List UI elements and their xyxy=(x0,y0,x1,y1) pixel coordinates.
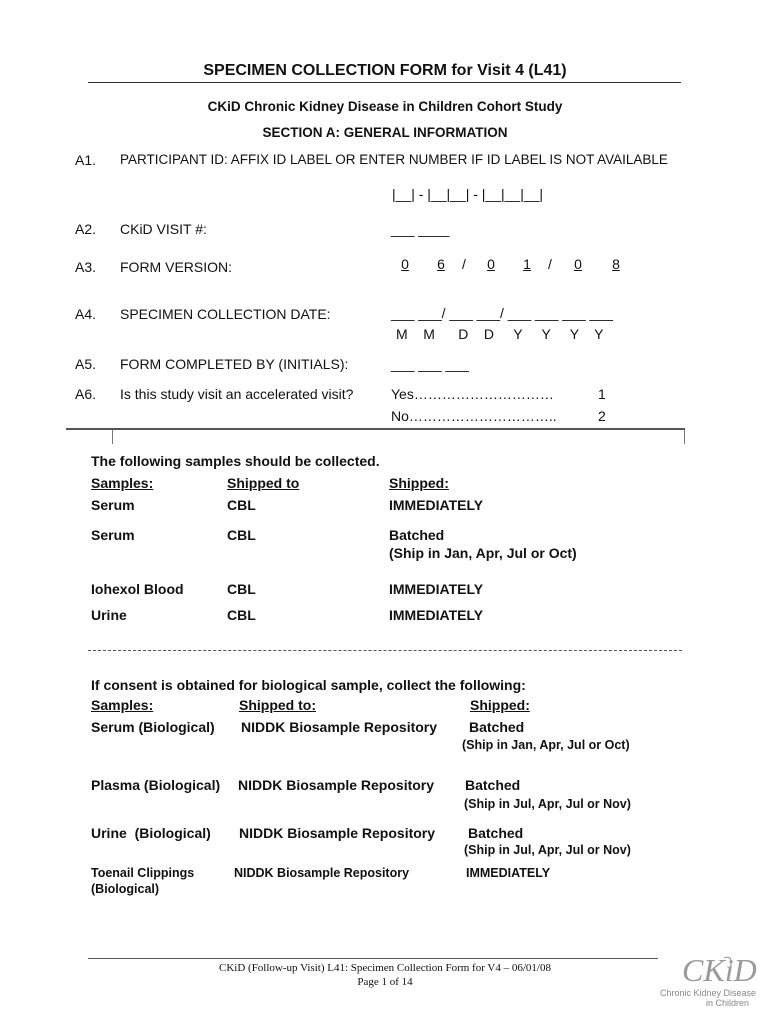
question-text-a6: Is this study visit an accelerated visit? xyxy=(120,386,354,402)
footer-page-number: Page 1 of 14 xyxy=(357,976,413,988)
option-yes[interactable]: Yes………………………… xyxy=(391,386,554,402)
sample-destination: NIDDK Biosample Repository xyxy=(234,866,410,880)
sample-name: Urine xyxy=(91,607,127,623)
header-shipped: Shipped: xyxy=(470,697,530,713)
header-samples: Samples: xyxy=(91,697,154,713)
initials-field[interactable]: ___ ___ ___ xyxy=(391,356,469,372)
sample-destination: NIDDK Biosample Repository xyxy=(239,825,436,841)
sample-shipping: IMMEDIATELY xyxy=(389,581,484,597)
header-shipped: Shipped: xyxy=(389,475,449,491)
sample-shipping: IMMEDIATELY xyxy=(389,607,484,623)
study-subtitle: CKiD Chronic Kidney Disease in Children Cohort Study xyxy=(207,99,563,114)
sample-name: Serum xyxy=(91,527,135,543)
sample-shipping: Batched xyxy=(465,777,521,793)
logo-line1: Chronic Kidney Disease xyxy=(660,988,757,998)
sample-destination: CBL xyxy=(227,527,256,543)
logo-mark-text: CKiD xyxy=(682,952,757,988)
header-samples: Samples: xyxy=(91,475,154,491)
option-no[interactable]: No………………………….. xyxy=(391,408,557,424)
sample-destination: CBL xyxy=(227,607,256,623)
form-version-part: 6 xyxy=(437,256,445,272)
sample-name: Toenail Clippings xyxy=(91,866,195,880)
divider-tick xyxy=(684,430,685,444)
sample-destination: CBL xyxy=(227,581,256,597)
form-title: SPECIMEN COLLECTION FORM for Visit 4 (L41) xyxy=(203,62,567,79)
sample-shipping: IMMEDIATELY xyxy=(389,497,484,513)
form-version-part: 0 xyxy=(574,256,582,272)
option-no-code: 2 xyxy=(598,408,606,424)
question-number-a1: A1. xyxy=(75,152,97,168)
form-version-separator: / xyxy=(462,256,466,272)
footer-divider xyxy=(88,958,658,959)
visit-number-field[interactable]: ___ ____ xyxy=(391,221,450,237)
sample-shipping: Batched xyxy=(389,527,445,543)
question-text-a2: CKiD VISIT #: xyxy=(120,221,207,237)
form-version-part: 8 xyxy=(612,256,620,272)
question-number-a2: A2. xyxy=(75,221,97,237)
sample-destination: NIDDK Biosample Repository xyxy=(238,777,435,793)
section-heading: SECTION A: GENERAL INFORMATION xyxy=(262,125,508,140)
question-number-a5: A5. xyxy=(75,356,97,372)
ckid-logo xyxy=(658,948,758,1010)
sample-destination: CBL xyxy=(227,497,256,513)
sample-shipping-note: (Ship in Jan, Apr, Jul or Oct) xyxy=(389,545,577,561)
question-text-a5: FORM COMPLETED BY (INITIALS): xyxy=(120,356,349,372)
question-text-a3: FORM VERSION: xyxy=(120,259,233,275)
ckid-logo-mark xyxy=(658,948,758,1010)
collection-date-field[interactable]: ___ ___/ ___ ___/ ___ ___ ___ ___ xyxy=(391,305,613,321)
sample-shipping: Batched xyxy=(469,719,525,735)
sample-name: Serum xyxy=(91,497,135,513)
dashed-divider xyxy=(88,650,682,651)
sample-name: Plasma (Biological) xyxy=(91,777,221,793)
sample-shipping-note: (Ship in Jul, Apr, Jul or Nov) xyxy=(464,843,631,857)
header-shipped-to: Shipped to: xyxy=(239,697,316,713)
sample-name: Iohexol Blood xyxy=(91,581,184,597)
title-divider xyxy=(88,82,681,83)
option-yes-code: 1 xyxy=(598,386,606,402)
sample-shipping-note: (Ship in Jul, Apr, Jul or Nov) xyxy=(464,797,631,811)
sample-shipping: IMMEDIATELY xyxy=(466,866,551,880)
sample-name: Urine (Biological) xyxy=(91,825,211,841)
form-version-part: 1 xyxy=(523,256,531,272)
form-version-part: 0 xyxy=(401,256,409,272)
logo-line2: in Children xyxy=(706,998,750,1008)
question-text-a1: PARTICIPANT ID: AFFIX ID LABEL OR ENTER NUMBER IF ID LABEL IS NOT AVAILABLE xyxy=(120,152,668,167)
samples-intro: The following samples should be collected. xyxy=(91,453,380,469)
form-version-part: 0 xyxy=(487,256,495,272)
participant-id-field[interactable]: |__| - |__|__| - |__|__|__| xyxy=(392,186,544,202)
sample-shipping-note: (Ship in Jan, Apr, Jul or Oct) xyxy=(462,738,630,752)
question-text-a4: SPECIMEN COLLECTION DATE: xyxy=(120,306,331,322)
question-number-a6: A6. xyxy=(75,386,97,402)
footer-form-id: CKiD (Follow-up Visit) L41: Specimen Collection Form for V4 – 06/01/08 xyxy=(219,962,551,974)
header-shipped-to: Shipped to xyxy=(227,475,300,491)
sample-name: Serum (Biological) xyxy=(91,719,215,735)
question-number-a3: A3. xyxy=(75,259,97,275)
sample-destination: NIDDK Biosample Repository xyxy=(241,719,438,735)
date-format-hint: M M D D Y Y Y Y xyxy=(396,326,604,342)
question-number-a4: A4. xyxy=(75,306,97,322)
divider-tick xyxy=(112,430,113,444)
biological-samples-intro: If consent is obtained for biological sample, collect the following: xyxy=(91,677,526,693)
form-version-separator: / xyxy=(548,256,552,272)
sample-name-qualifier: (Biological) xyxy=(91,882,160,896)
sample-shipping: Batched xyxy=(468,825,524,841)
section-divider xyxy=(66,428,685,430)
